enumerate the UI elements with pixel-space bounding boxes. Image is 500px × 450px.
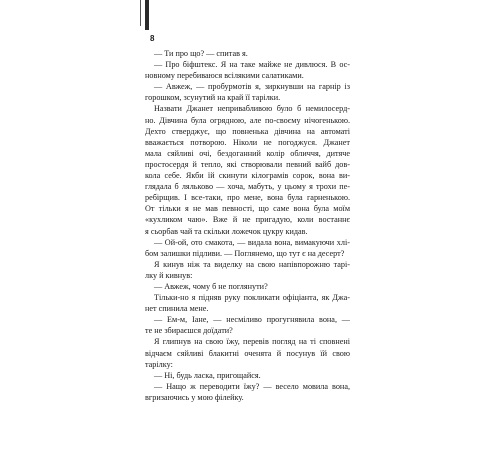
text-line: нет спинила мене. bbox=[145, 304, 209, 314]
text-line: Тільки-но я підняв руку покликати офіціанта, як Джа- bbox=[154, 293, 350, 303]
text-line: вгризаючись у мою філейку. bbox=[145, 392, 244, 402]
bookmark-ribbon bbox=[145, 0, 149, 30]
text-line: кола себе. Якби їй скинути кілограмів сорок, вона ви- bbox=[145, 171, 350, 181]
text-line: — Ти про що? — спитав я. bbox=[154, 49, 248, 58]
text-line: відчаєм сяйливі блакитні оченята й посунув їй свою bbox=[145, 348, 350, 358]
text-line: Я глипнув на свою їжу, перевів погляд на ті сповнені bbox=[154, 337, 350, 347]
text-line: «кухликом чаю». Вже й не пригадую, коли востаннє bbox=[145, 215, 350, 225]
text-line: — Нащо ж переводити їжу? — весело мовила вона, bbox=[154, 381, 350, 391]
text-line: тарілку: bbox=[145, 359, 173, 369]
text-line: ребірщив. І все-таки, про мене, вона була гарненькою. bbox=[145, 193, 350, 203]
text-line: глядала б ляльково — хоча, мабуть, у цьому я трохи пе- bbox=[145, 182, 350, 192]
text-line: горошком, зсунутий на край її тарілки. bbox=[145, 93, 281, 103]
text-line: — Ем-м, Іане, — несміливо прогугнявила вона, — bbox=[154, 315, 350, 325]
text-line: те не збираєшся доїдати? bbox=[145, 326, 233, 336]
text-line: Я кинув ніж та виделку на свою напівпорожню тарі- bbox=[154, 259, 350, 269]
text-line: но. Дівчина була огрядною, але по-своєму нічогенькою. bbox=[145, 115, 350, 125]
page-number: 8 bbox=[150, 34, 155, 43]
text-line: бом залишки підливи. — Поглянемо, що тут є на десерт? bbox=[145, 248, 345, 258]
body-text bbox=[145, 48, 350, 403]
text-line: — Ні, будь ласка, пригощайся. bbox=[154, 370, 261, 380]
text-line: — Авжеж, — пробурмотів я, зиркнувши на гарнір із bbox=[154, 82, 350, 92]
text-line: мала сяйливі очі, бездоганний колір обличчя, дитяче bbox=[145, 148, 350, 158]
text-line: От тільки я не мав певності, що саме вона була моїм bbox=[145, 204, 350, 214]
text-line: Назвати Джанет непривабливою було б немилосерд- bbox=[154, 104, 350, 114]
text-line: простосердя й тепло, які створювали певний вайб дов- bbox=[145, 159, 350, 169]
text-line: лку й кивнув: bbox=[145, 270, 193, 280]
text-line: вважається потворою. Ніколи не погоджуся. Джанет bbox=[145, 137, 350, 147]
text-line: Дехто стверджує, що повненька дівчина на автоматі bbox=[145, 126, 350, 136]
text-line: я сьорбав чай та скільки ложечок цукру кидав. bbox=[145, 226, 308, 236]
text-line: новному перебиваюся всілякими салатиками. bbox=[145, 71, 304, 81]
text-line: — Ой-ой, ото смакота, — видала вона, вимакуючи хлі- bbox=[154, 237, 350, 247]
page-edge-line bbox=[140, 0, 141, 26]
text-line: — Про біфштекс. Я на таке майже не дивлюся. В ос- bbox=[154, 60, 350, 70]
text-line: — Авжеж, чому б не поглянути? bbox=[154, 281, 268, 291]
